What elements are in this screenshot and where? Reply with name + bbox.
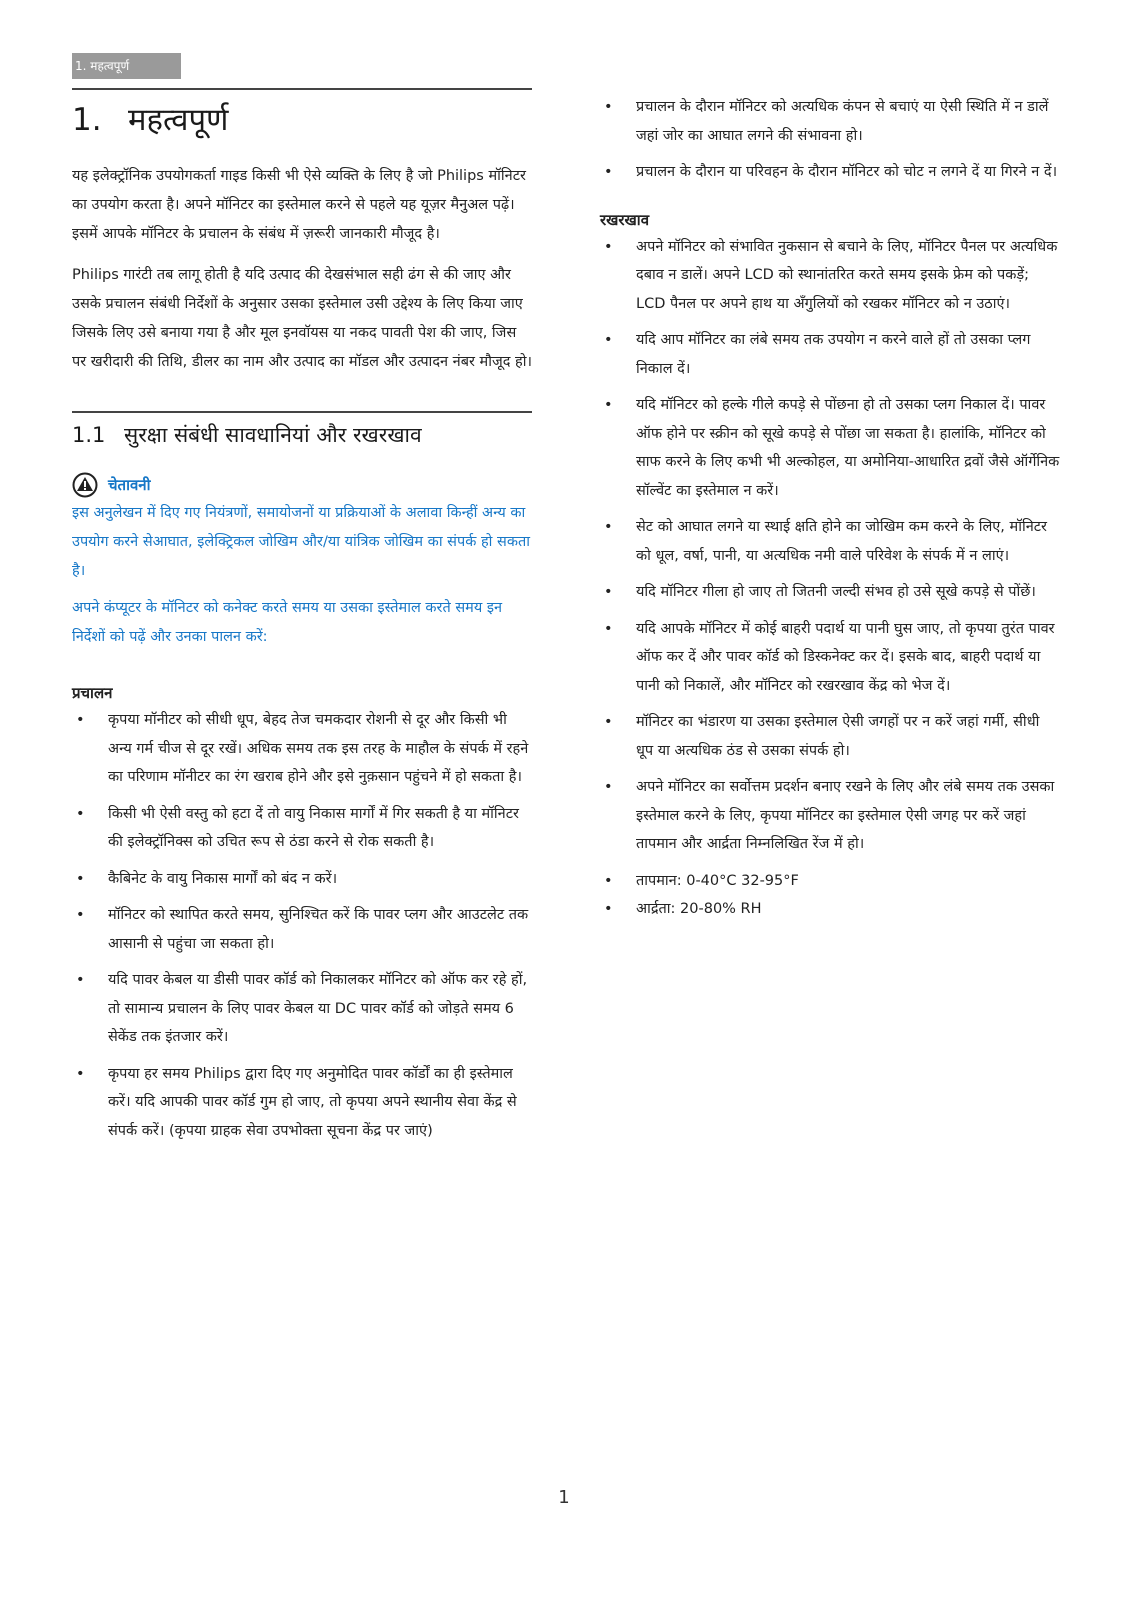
list-item: • मॉनिटर का भंडारण या उसका इस्तेमाल ऐसी जगहों पर न करें जहां गर्मी, सीधी धूप या अत्यधिक ठंड से उसका संपर्क हो। xyxy=(600,708,1060,765)
list-item: • कृपया हर समय Philips द्वारा दिए गए अनुमोदित पावर कॉर्डों का ही इस्तेमाल करें। यदि आपकी पावर कॉर्ड गुम हो जाए, तो कृपया अपने स्थानीय सेवा केंद्र से संपर्क करें। (कृपया ग्राहक सेवा उपभोक्ता सूचना केंद्र पर जाएं) xyxy=(72,1060,532,1146)
list-item: • यदि पावर केबल या डीसी पावर कॉर्ड को निकालकर मॉनिटर को ऑफ कर रहे हों, तो सामान्य प्रचालन के लिए पावर केबल या DC पावर कॉर्ड को जोड़ते समय 6 सेकेंड तक इंतजार करें। xyxy=(72,966,532,1052)
maintenance-heading: रखरखाव xyxy=(600,210,650,229)
list-item: • अपने मॉनिटर को संभावित नुकसान से बचाने के लिए, मॉनिटर पैनल पर अत्यधिक दबाव न डालें। अपने LCD को स्थानांतरित करते समय इसके फ्रेम को पकड़ें; LCD पैनल पर अपने हाथ या अँगुलियों को रखकर मॉनिटर को न उठाएं। xyxy=(600,233,1060,319)
intro-paragraph: Philips गारंटी तब लागू होती है यदि उत्पाद की देखसंभाल सही ढंग से की जाए और उसके प्रचालन संबंधी निर्देशों के अनुसार उसका इस्तेमाल उसी उद्देश्य के लिए किया जाए जिसके लिए उसे बनाया गया है और मूल इनवॉयस या नकद पावती पेश की जाए, जिस पर खरीदारी की तिथि, डीलर का नाम और उत्पाद का मॉडल और उत्पादन नंबर मौजूद हो। xyxy=(72,267,532,370)
list-item: • अपने मॉनिटर का सर्वोत्तम प्रदर्शन बनाए रखने के लिए और लंबे समय तक उसका इस्तेमाल करने के लिए, कृपया मॉनिटर का इस्तेमाल ऐसी जगह पर करें जहां तापमान और आर्द्रता निम्नलिखित रेंज में हो। xyxy=(600,773,1060,859)
chapter-heading xyxy=(72,98,532,142)
list-item: • किसी भी ऐसी वस्तु को हटा दें तो वायु निकास मार्गों में गिर सकती है या मॉनिटर की इलेक्ट्रॉनिक्स को उचित रूप से ठंडा करने से रोक सकती है। xyxy=(72,800,532,857)
list-item: • प्रचालन के दौरान या परिवहन के दौरान मॉनिटर को चोट न लगने दें या गिरने न दें। xyxy=(600,158,1060,187)
maintenance-list xyxy=(600,233,1060,859)
section-heading xyxy=(72,419,532,451)
list-item: • कृपया मॉनीटर को सीधी धूप, बेहद तेज चमकदार रोशनी से दूर और किसी भी अन्य गर्म चीज से दूर रखें। अधिक समय तक इस तरह के माहौल के संपर्क में रहने का परिणाम मॉनीटर का रंग खराब होने और इसे नुक़सान पहुंचने में हो सकता है। xyxy=(72,706,532,792)
section-number: 1.1 xyxy=(72,423,106,447)
list-item: • यदि मॉनिटर को हल्के गीले कपड़े से पोंछना हो तो उसका प्लग निकाल दें। पावर ऑफ होने पर स्क्रीन को सूखे कपड़े से पोंछा जा सकता है। हालांकि, मॉनिटर को साफ करने के लिए कभी भी अल्कोहल, या अमोनिया-आधारित द्रवों जैसे ऑर्गेनिक सॉल्वेंट का इस्तेमाल न करें। xyxy=(600,391,1060,505)
list-item: • मॉनिटर को स्थापित करते समय, सुनिश्चित करें कि पावर प्लग और आउटलेट तक आसानी से पहुंचा जा सकता हो। xyxy=(72,901,532,958)
operation-heading: प्रचालन xyxy=(72,684,113,702)
right-column xyxy=(600,93,1060,924)
list-item: • यदि आपके मॉनिटर में कोई बाहरी पदार्थ या पानी घुस जाए, तो कृपया तुरंत पावर ऑफ कर दें और पावर कॉर्ड को डिस्कनेक्ट कर दें। इसके बाद, बाहरी पदार्थ या पानी को निकालें, और मॉनिटर को रखरखाव केंद्र को भेज दें। xyxy=(600,615,1060,701)
header-tab: 1. महत्वपूर्ण xyxy=(72,53,181,79)
warning-paragraph: अपने कंप्यूटर के मॉनिटर को कनेक्ट करते समय या उसका इस्तेमाल करते समय इन निर्देशों को पढ़ें और उनका पालन करें: xyxy=(72,600,502,645)
list-item: • प्रचालन के दौरान मॉनिटर को अत्यधिक कंपन से बचाएं या ऐसी स्थिति में न डालें जहां जोर का आघात लगने की संभावना हो। xyxy=(600,93,1060,150)
section-title: सुरक्षा संबंधी सावधानियां और रखरखाव xyxy=(124,423,422,447)
conditions-list xyxy=(600,867,1060,924)
page-number: 1 xyxy=(558,1487,570,1508)
chapter-number: 1. xyxy=(72,102,102,138)
warning-paragraph: इस अनुलेखन में दिए गए नियंत्रणों, समायोजनों या प्रक्रियाओं के अलावा किन्हीं अन्य का उपयोग करने सेआघात, इलेक्ट्रिकल जोखिम और/या यांत्रिक जोखिम का संपर्क हो सकता है। xyxy=(72,505,530,579)
left-column xyxy=(72,88,532,1145)
warning-heading xyxy=(72,471,532,499)
warning-icon xyxy=(72,472,98,498)
list-item: • यदि आप मॉनिटर का लंबे समय तक उपयोग न करने वाले हों तो उसका प्लग निकाल दें। xyxy=(600,326,1060,383)
list-item: • कैबिनेट के वायु निकास मार्गों को बंद न करें। xyxy=(72,865,532,894)
list-item: • यदि मॉनिटर गीला हो जाए तो जितनी जल्दी संभव हो उसे सूखे कपड़े से पोंछें। xyxy=(600,578,1060,607)
chapter-title: महत्वपूर्ण xyxy=(128,102,229,138)
list-item: • तापमान: 0-40°C 32-95°F xyxy=(600,867,1060,896)
operation-continued-list xyxy=(600,93,1060,187)
chapter-rule xyxy=(72,88,532,90)
operation-list xyxy=(72,706,532,1145)
section-rule xyxy=(72,411,532,413)
list-item: • सेट को आघात लगने या स्थाई क्षति होने का जोखिम कम करने के लिए, मॉनिटर को धूल, वर्षा, पानी, या अत्यधिक नमी वाले परिवेश के संपर्क में न लाएं। xyxy=(600,513,1060,570)
warning-title: चेतावनी xyxy=(108,476,151,494)
intro-paragraph: यह इलेक्ट्रॉनिक उपयोगकर्ता गाइड किसी भी ऐसे व्यक्ति के लिए है जो Philips मॉनिटर का उपयोग करता है। अपने मॉनिटर का इस्तेमाल करने से पहले यह यूज़र मैनुअल पढ़ें। इसमें आपके मॉनिटर के प्रचालन के संबंध में ज़रूरी जानकारी मौजूद है। xyxy=(72,168,526,242)
list-item: • आर्द्रता: 20-80% RH xyxy=(600,895,1060,924)
